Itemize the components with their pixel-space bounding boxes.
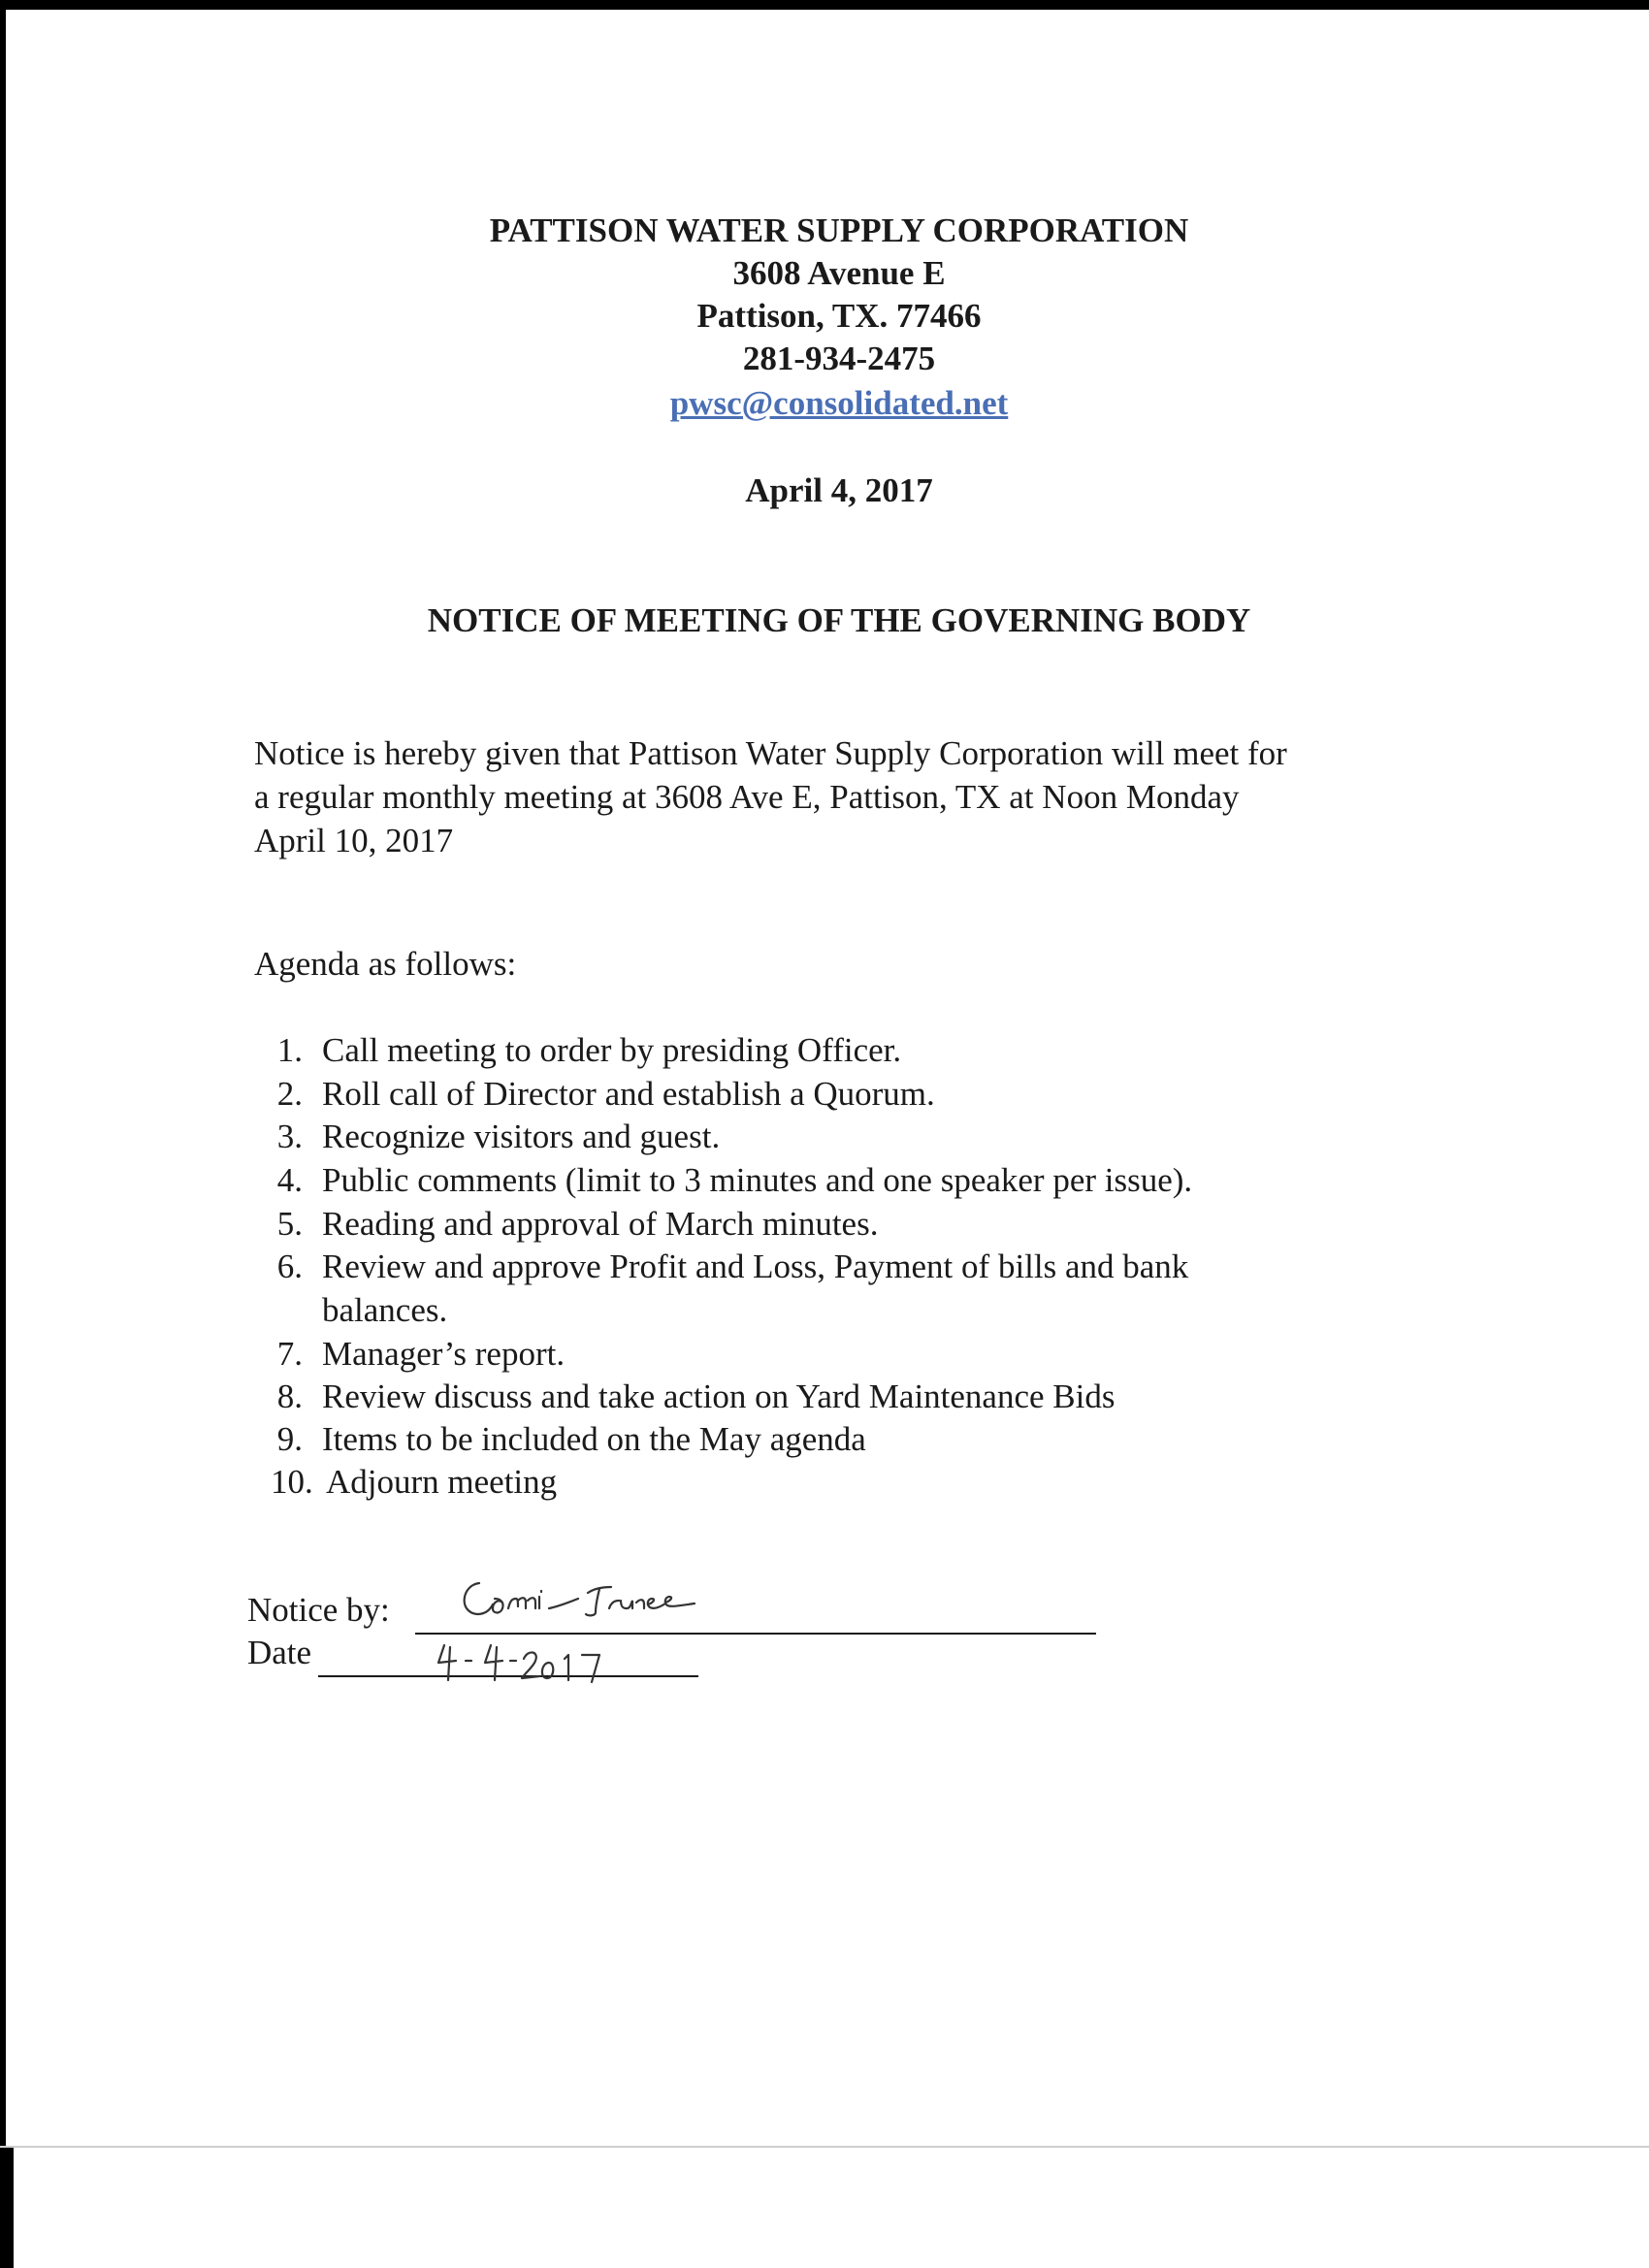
date-label: Date [247,1634,312,1671]
notice-date: April 4, 2017 [745,471,933,509]
scan-border-bottom-left [0,2148,14,2268]
agenda-item-text: Review discuss and take action on Yard Maintenance Bids [322,1377,1116,1415]
agenda-item-number: 9. [276,1420,303,1458]
agenda-item-number: 3. [276,1118,303,1155]
intro-line-2: a regular monthly meeting at 3608 Ave E, Pattison, TX at Noon Monday [254,778,1240,816]
agenda-item-number: 4. [276,1161,303,1199]
agenda-item-number: 8. [276,1377,303,1415]
agenda-item-text: Public comments (limit to 3 minutes and one speaker per issue). [322,1161,1193,1199]
agenda-item-number: 1. [276,1031,303,1069]
email-row [0,384,1649,423]
intro-line-1: Notice is hereby given that Pattison Water Supply Corporation will meet for [254,734,1287,772]
agenda-item-text: Roll call of Director and establish a Quorum. [322,1075,935,1113]
signature-drawing [452,1570,743,1628]
intro-line-3: April 10, 2017 [254,822,454,859]
agenda-item-text: Items to be included on the May agenda [322,1420,866,1458]
agenda-item-text: Manager’s report. [322,1335,566,1373]
agenda-item-number: 10. [271,1463,313,1501]
agenda-item-text: Adjourn meeting [326,1463,558,1501]
agenda-item-text: Recognize visitors and guest. [322,1118,721,1155]
scan-border-top [0,0,1649,10]
agenda-item-number: 2. [276,1075,303,1113]
agenda-item-text: Reading and approval of March minutes. [322,1205,879,1243]
agenda-label: Agenda as follows: [254,945,517,983]
email-link[interactable]: pwsc@consolidated.net [669,384,1009,422]
notice-by-label: Notice by: [247,1591,390,1629]
signature-date-drawing [427,1637,621,1686]
agenda-item-number: 6. [276,1247,303,1285]
scan-page-fold [0,2146,1649,2148]
agenda-item-text: balances. [322,1291,448,1329]
notice-title: NOTICE OF MEETING OF THE GOVERNING BODY [427,601,1251,639]
agenda-item-number: 5. [276,1205,303,1243]
organization-name: PATTISON WATER SUPPLY CORPORATION [489,211,1189,249]
notice-by-line [415,1633,1096,1635]
organization-phone: 281-934-2475 [742,340,936,377]
agenda-item-text: Review and approve Profit and Loss, Payment of bills and bank [322,1247,1189,1285]
intro-paragraph [254,731,1515,862]
organization-street: 3608 Avenue E [732,254,946,292]
organization-city: Pattison, TX. 77466 [696,297,982,335]
agenda-item-number: 7. [276,1335,303,1373]
agenda-item-text: Call meeting to order by presiding Officer. [322,1031,902,1069]
